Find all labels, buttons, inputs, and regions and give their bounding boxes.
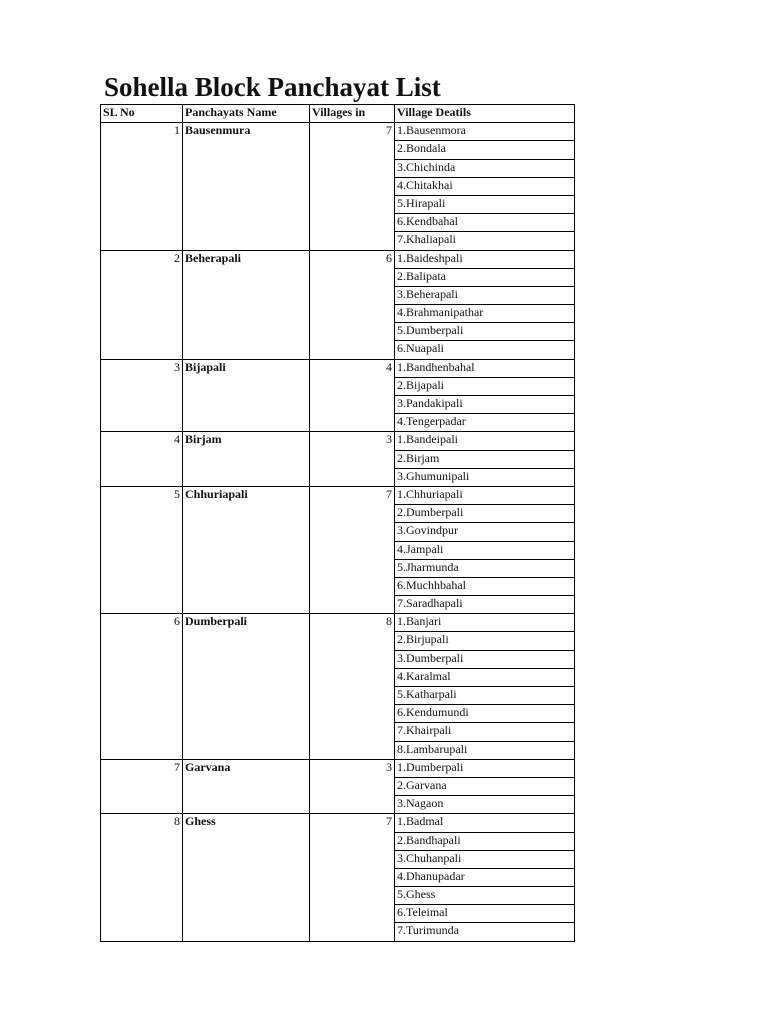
village-detail: 5.Dumberpali <box>395 323 575 341</box>
village-count: 4 <box>310 359 395 432</box>
table-row <box>101 250 575 268</box>
table-row <box>101 486 575 504</box>
sl-number: 8 <box>101 814 183 941</box>
village-detail: 5.Hirapali <box>395 195 575 213</box>
village-detail: 6.Kendumundi <box>395 705 575 723</box>
table-row <box>101 814 575 832</box>
table-row <box>101 614 575 632</box>
panchayat-name: Beherapali <box>183 250 310 359</box>
village-count: 8 <box>310 614 395 760</box>
village-detail: 3.Beherapali <box>395 286 575 304</box>
panchayat-name: Garvana <box>183 759 310 814</box>
village-detail: 1.Chhuriapali <box>395 486 575 504</box>
village-count: 3 <box>310 432 395 487</box>
sl-number: 6 <box>101 614 183 760</box>
village-detail: 1.Bausenmora <box>395 123 575 141</box>
panchayat-name: Ghess <box>183 814 310 941</box>
village-detail: 7.Saradhapali <box>395 596 575 614</box>
village-detail: 1.Banjari <box>395 614 575 632</box>
village-detail: 3.Chichinda <box>395 159 575 177</box>
panchayat-table-body <box>101 105 575 942</box>
village-detail: 6.Muchhbahal <box>395 577 575 595</box>
village-detail: 4.Chitakhai <box>395 177 575 195</box>
header-sl-no: SL No <box>101 105 183 123</box>
village-detail: 3.Nagaon <box>395 796 575 814</box>
header-village-details: Village Deatils <box>395 105 575 123</box>
village-detail: 2.Bijapali <box>395 377 575 395</box>
village-detail: 5.Katharpali <box>395 687 575 705</box>
village-detail: 2.Birjupali <box>395 632 575 650</box>
sl-number: 2 <box>101 250 183 359</box>
panchayat-name: Birjam <box>183 432 310 487</box>
table-row <box>101 359 575 377</box>
sl-number: 5 <box>101 486 183 613</box>
panchayat-name: Dumberpali <box>183 614 310 760</box>
sl-number: 3 <box>101 359 183 432</box>
sl-number: 4 <box>101 432 183 487</box>
village-detail: 4.Karalmal <box>395 668 575 686</box>
village-detail: 3.Chuhanpali <box>395 850 575 868</box>
village-detail: 3.Pandakipali <box>395 396 575 414</box>
village-detail: 3.Ghumunipali <box>395 468 575 486</box>
village-count: 7 <box>310 486 395 613</box>
table-row <box>101 432 575 450</box>
village-detail: 5.Ghess <box>395 887 575 905</box>
sl-number: 7 <box>101 759 183 814</box>
panchayat-name: Bijapali <box>183 359 310 432</box>
village-detail: 6.Teleimal <box>395 905 575 923</box>
village-detail: 2.Balipata <box>395 268 575 286</box>
village-count: 7 <box>310 123 395 250</box>
village-detail: 2.Bondala <box>395 141 575 159</box>
table-header-row <box>101 105 575 123</box>
village-count: 3 <box>310 759 395 814</box>
village-detail: 6.Kendbahal <box>395 214 575 232</box>
village-count: 7 <box>310 814 395 941</box>
village-detail: 4.Tengerpadar <box>395 414 575 432</box>
village-detail: 1.Baideshpali <box>395 250 575 268</box>
panchayat-name: Bausenmura <box>183 123 310 250</box>
village-detail: 6.Nuapali <box>395 341 575 359</box>
village-detail: 7.Khaliapali <box>395 232 575 250</box>
village-detail: 4.Brahmanipathar <box>395 305 575 323</box>
village-detail: 4.Jampali <box>395 541 575 559</box>
village-count: 6 <box>310 250 395 359</box>
village-detail: 1.Bandeipali <box>395 432 575 450</box>
village-detail: 5.Jharmunda <box>395 559 575 577</box>
village-detail: 2.Dumberpali <box>395 505 575 523</box>
panchayat-name: Chhuriapali <box>183 486 310 613</box>
village-detail: 4.Dhanupadar <box>395 868 575 886</box>
village-detail: 8.Lambarupali <box>395 741 575 759</box>
header-villages-in: Villages in <box>310 105 395 123</box>
header-panchayat-name: Panchayats Name <box>183 105 310 123</box>
village-detail: 7.Turimunda <box>395 923 575 941</box>
sl-number: 1 <box>101 123 183 250</box>
village-detail: 3.Govindpur <box>395 523 575 541</box>
panchayat-table <box>100 104 575 942</box>
village-detail: 2.Birjam <box>395 450 575 468</box>
village-detail: 2.Garvana <box>395 777 575 795</box>
village-detail: 1.Badmal <box>395 814 575 832</box>
page-title: Sohella Block Panchayat List <box>104 72 441 102</box>
table-row <box>101 759 575 777</box>
village-detail: 7.Khairpali <box>395 723 575 741</box>
village-detail: 1.Bandhenbahal <box>395 359 575 377</box>
village-detail: 3.Dumberpali <box>395 650 575 668</box>
table-row <box>101 123 575 141</box>
village-detail: 1.Dumberpali <box>395 759 575 777</box>
village-detail: 2.Bandhapali <box>395 832 575 850</box>
